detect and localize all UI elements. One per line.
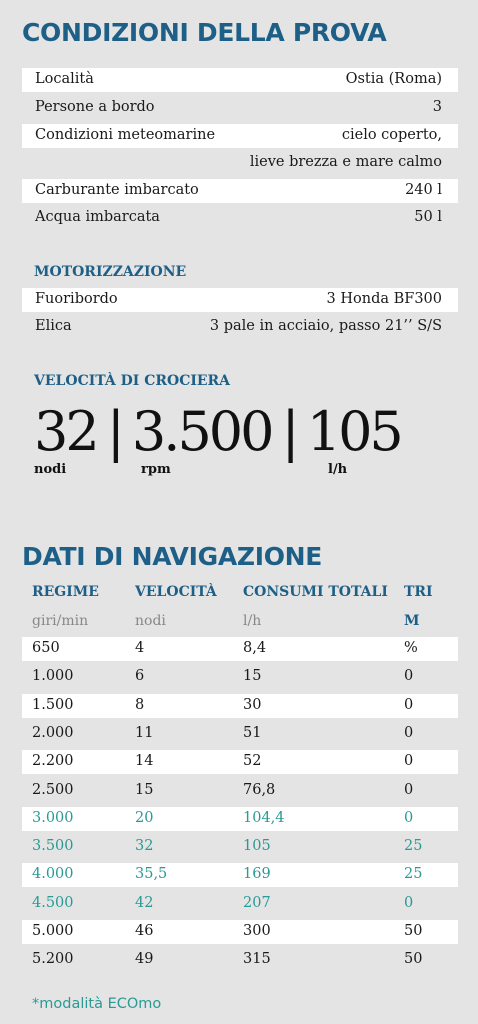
table-cell-trim: 0 <box>404 781 414 798</box>
condition-value: 240 l <box>405 182 442 198</box>
table-row <box>22 779 458 803</box>
table-cell-regime: 4.000 <box>32 866 74 883</box>
engine-label: Fuoribordo <box>35 291 118 307</box>
table-row <box>22 637 458 661</box>
table-cell-speed: 4 <box>135 640 145 656</box>
cruise-separator: | <box>281 400 297 463</box>
engine-value: 3 Honda BF300 <box>326 291 442 307</box>
table-cell-trim: 0 <box>404 894 414 911</box>
condition-label: Acqua imbarcata <box>35 209 160 225</box>
table-cell-consumption: 105 <box>243 838 271 855</box>
table-cell-trim: 0 <box>404 668 414 685</box>
condition-row-location <box>22 68 458 92</box>
cruise-rpm: 3.500 <box>131 400 272 463</box>
table-cell-consumption: 8,4 <box>243 640 267 656</box>
table-cell-speed: 11 <box>135 724 154 741</box>
navigation-title: DATI DI NAVIGAZIONE <box>22 542 323 571</box>
condition-label: Carburante imbarcato <box>35 182 199 198</box>
table-cell-consumption: 52 <box>243 753 262 770</box>
condition-row-water <box>22 206 458 230</box>
test-conditions-title: CONDIZIONI DELLA PROVA <box>22 18 387 47</box>
table-row <box>22 694 458 718</box>
table-cell-trim: 0 <box>404 753 414 770</box>
table-cell-consumption: 51 <box>243 724 262 741</box>
table-cell-consumption: 300 <box>243 923 271 939</box>
cruise-consumption: 105 <box>306 400 401 463</box>
condition-row-weather-cont <box>22 151 458 175</box>
table-cell-speed: 15 <box>135 781 154 798</box>
condition-label: Condizioni meteomarine <box>35 127 216 143</box>
condition-value: 3 <box>432 99 442 115</box>
table-cell-trim: 25 <box>404 838 423 855</box>
table-cell-trim: 0 <box>404 809 414 826</box>
engine-row-outboard <box>22 288 458 312</box>
table-cell-regime: 4.500 <box>32 894 74 911</box>
table-row <box>22 665 458 689</box>
unit-speed: nodi <box>135 613 166 629</box>
table-cell-consumption: 169 <box>243 866 271 883</box>
condition-value: cielo coperto, <box>341 127 442 143</box>
condition-value: 50 l <box>414 209 442 225</box>
table-cell-speed: 35,5 <box>135 866 168 883</box>
table-cell-speed: 20 <box>135 809 154 826</box>
table-row <box>22 835 458 859</box>
cruise-consumption-unit: l/h <box>328 462 348 477</box>
table-cell-regime: 2.200 <box>32 753 74 770</box>
engine-value: 3 pale in acciaio, passo 21’’ S/S <box>209 318 442 334</box>
unit-trim: M <box>404 613 420 629</box>
footnote: *modalità ECOmo <box>32 996 162 1012</box>
engine-row-propeller <box>22 315 458 339</box>
engine-title: MOTORIZZAZIONE <box>34 264 187 280</box>
table-cell-consumption: 15 <box>243 668 262 685</box>
condition-value: lieve brezza e mare calmo <box>249 154 442 170</box>
table-cell-regime: 2.000 <box>32 724 74 741</box>
table-cell-trim: 50 <box>404 923 423 939</box>
table-cell-speed: 32 <box>135 838 154 855</box>
header-regime: REGIME <box>32 584 99 600</box>
table-cell-regime: 1.000 <box>32 668 74 685</box>
cruise-knots-unit: nodi <box>34 462 67 477</box>
table-cell-trim: 0 <box>404 696 414 713</box>
condition-row-fuel <box>22 179 458 203</box>
condition-row-persons <box>22 96 458 120</box>
condition-label: Persone a bordo <box>35 99 155 115</box>
table-cell-consumption: 315 <box>243 951 271 968</box>
table-row <box>22 722 458 746</box>
unit-regime: giri/min <box>32 613 89 629</box>
cruise-figures <box>34 400 401 463</box>
header-speed: VELOCITÀ <box>135 584 217 600</box>
table-cell-speed: 46 <box>135 923 154 939</box>
table-row <box>22 948 458 972</box>
table-cell-regime: 5.200 <box>32 951 74 968</box>
table-cell-regime: 1.500 <box>32 696 74 713</box>
table-cell-regime: 650 <box>32 640 60 656</box>
table-cell-regime: 2.500 <box>32 781 74 798</box>
table-cell-speed: 6 <box>135 668 145 685</box>
table-cell-trim: 0 <box>404 724 414 741</box>
header-trim: TRI <box>404 584 433 600</box>
cruise-knots: 32 <box>34 400 97 463</box>
cruise-separator: | <box>106 400 122 463</box>
table-cell-trim: 50 <box>404 951 423 968</box>
table-cell-consumption: 207 <box>243 894 271 911</box>
cruise-rpm-unit: rpm <box>141 462 171 477</box>
table-cell-speed: 8 <box>135 696 145 713</box>
table-cell-speed: 42 <box>135 894 154 911</box>
table-cell-trim: % <box>404 640 418 656</box>
table-cell-consumption: 30 <box>243 696 262 713</box>
table-row <box>22 892 458 916</box>
table-cell-regime: 3.000 <box>32 809 74 826</box>
table-row <box>22 750 458 774</box>
table-row <box>22 807 458 831</box>
condition-label: Località <box>35 71 94 87</box>
engine-label: Elica <box>35 318 72 334</box>
condition-value: Ostia (Roma) <box>345 71 442 87</box>
table-cell-trim: 25 <box>404 866 423 883</box>
table-cell-regime: 3.500 <box>32 838 74 855</box>
table-row <box>22 920 458 944</box>
unit-consumption: l/h <box>243 613 262 629</box>
table-cell-regime: 5.000 <box>32 923 74 939</box>
table-cell-consumption: 76,8 <box>243 781 276 798</box>
cruise-title: VELOCITÀ DI CROCIERA <box>34 373 231 389</box>
table-row <box>22 863 458 887</box>
table-cell-speed: 49 <box>135 951 154 968</box>
table-cell-consumption: 104,4 <box>243 809 285 826</box>
header-consumption: CONSUMI TOTALI <box>243 584 388 600</box>
condition-row-weather <box>22 124 458 148</box>
table-cell-speed: 14 <box>135 753 154 770</box>
